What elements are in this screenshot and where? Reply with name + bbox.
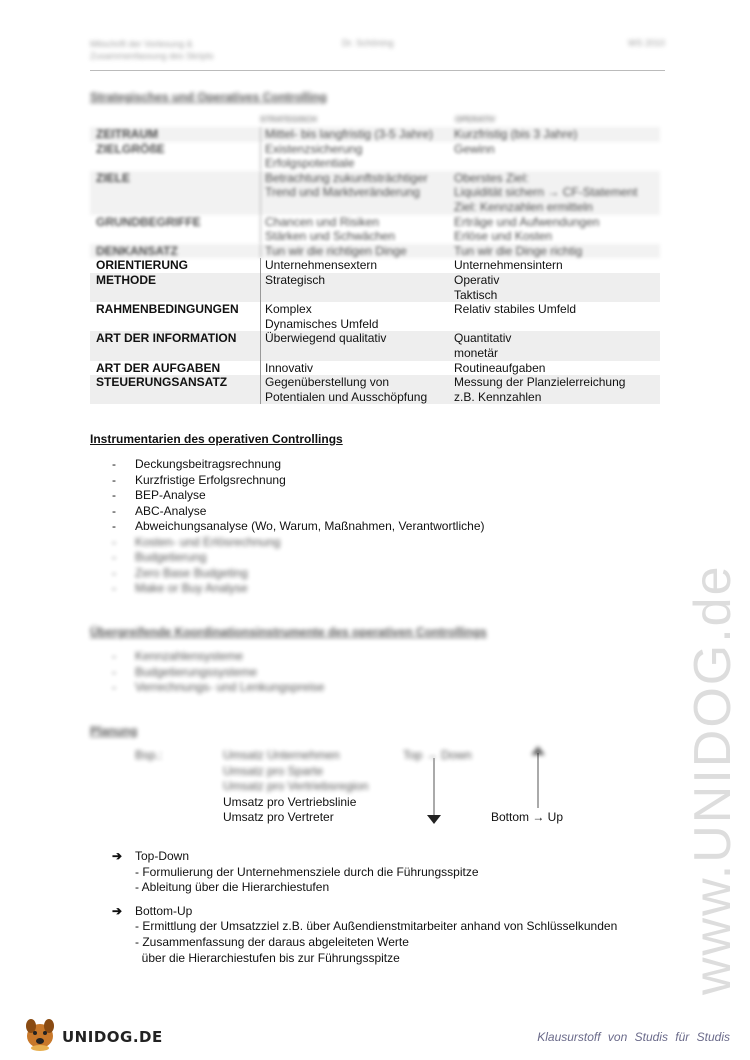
table-header	[90, 115, 660, 127]
cell-line: Erlöse und Kosten	[454, 229, 553, 244]
header-left-line1: Mitschrift der Vorlesung &	[90, 39, 193, 49]
table-row	[90, 361, 660, 376]
strategic-cell	[260, 244, 451, 259]
cell-line: Stärken und Schwächen	[265, 229, 396, 244]
col-header-operative: OPERATIV	[455, 115, 496, 124]
row-label: DENKANSATZ	[96, 243, 178, 258]
table-row	[90, 258, 660, 273]
cell-line: Ziel: Kennzahlen ermitteln	[454, 199, 593, 214]
section-title-controlling: Strategisches und Operatives Controlling	[90, 90, 327, 104]
cell-line: Kurzfristig (bis 3 Jahre)	[454, 127, 578, 141]
list-item: - Zero Base Budgeting	[112, 566, 484, 582]
down-arrow-icon	[427, 815, 441, 825]
planning-explanations	[112, 849, 617, 966]
planning-level: Umsatz pro Vertreter	[223, 810, 334, 825]
cell-line: Chancen und Risiken	[265, 214, 380, 229]
instrument-list	[112, 457, 484, 597]
logo-text: UNIDOG.DE	[62, 1028, 163, 1046]
header-center: Dr. Schöning	[342, 38, 394, 48]
row-label: METHODE	[96, 272, 156, 287]
up-arrow-icon	[531, 746, 545, 756]
list-item: - BEP-Analyse	[112, 488, 484, 504]
cell-line: Überwiegend qualitativ	[265, 331, 387, 346]
row-label: ZIELGRÖßE	[96, 141, 165, 156]
planning-level: Umsatz pro Vertriebsregion	[223, 779, 369, 794]
footer-slogan: Klausurstoff von Studis für Studis	[537, 1030, 730, 1044]
cell-line: Existenzsicherung	[265, 141, 363, 156]
explanation-block	[112, 904, 617, 966]
strategic-cell	[260, 127, 451, 142]
operative-cell	[454, 142, 659, 157]
cell-line: Liquidität sichern → CF-Statement	[454, 185, 638, 200]
planning-levels	[223, 748, 368, 826]
cell-line: Messung der Planzielerreichung	[454, 375, 626, 390]
example-label: Bsp.:	[135, 748, 163, 762]
strategic-cell	[260, 302, 451, 331]
table-row	[90, 215, 660, 244]
list-item: - Kennzahlensysteme	[112, 649, 324, 665]
planning-level: Umsatz pro Sparte	[223, 763, 324, 778]
cell-line: Tun wir die richtigen Dinge	[265, 243, 407, 258]
cell-line: Innovativ	[265, 360, 314, 375]
list-item: - Make or Buy Analyse	[112, 581, 484, 597]
cell-line: Erträge und Aufwendungen	[454, 214, 600, 229]
list-item: - Deckungsbeitragsrechnung	[112, 457, 484, 473]
strategic-cell	[260, 215, 451, 244]
cell-line: Routineaufgaben	[454, 360, 546, 375]
planning-level: Umsatz Unternehmen	[223, 748, 340, 762]
coordination-list	[112, 649, 324, 696]
table-row	[90, 127, 660, 142]
section-title-planning: Planung	[90, 724, 138, 738]
up-arrow-line	[537, 753, 539, 808]
operative-cell	[454, 273, 659, 302]
list-item: - Verrechnungs- und Lenkungspreise	[112, 680, 324, 696]
row-label: ZEITRAUM	[96, 127, 158, 141]
table-row	[90, 331, 660, 360]
explanation-line: - Ableitung über die Hierarchiestufen	[135, 880, 330, 895]
header-left	[90, 38, 214, 62]
down-arrow-line	[433, 758, 435, 820]
cell-line: Quantitativ	[454, 331, 512, 346]
list-item: - Kurzfristige Erfolgsrechnung	[112, 473, 484, 489]
cell-line: Trend und Marktveränderung	[265, 185, 420, 200]
cell-line: Potentialen und Ausschöpfung	[265, 389, 428, 404]
row-label: STEUERUNGSANSATZ	[96, 375, 228, 390]
operative-cell	[454, 215, 659, 244]
explanation-line: - Zusammenfassung der daraus abgeleiteten Werte	[135, 934, 409, 949]
explanation-line: über die Hierarchiestufen bis zur Führungsspitze	[135, 950, 400, 965]
row-label: ART DER AUFGABEN	[96, 360, 221, 375]
cell-line: Mittel- bis langfristig (3-5 Jahre)	[265, 127, 434, 141]
cell-line: monetär	[454, 345, 499, 360]
operative-cell	[454, 331, 659, 360]
cell-line: z.B. Kennzahlen	[454, 389, 542, 404]
operative-cell	[454, 258, 659, 273]
table-row	[90, 273, 660, 302]
strategic-cell	[260, 331, 451, 360]
row-label: ZIELE	[96, 170, 131, 185]
explanation-block	[112, 849, 617, 896]
table-row	[90, 142, 660, 171]
explanation-line: - Formulierung der Unternehmensziele durch die Führungsspitze	[135, 864, 479, 879]
operative-cell	[454, 244, 659, 259]
operative-cell	[454, 171, 659, 215]
explanation-line: - Ermittlung der Umsatzziel z.B. über Außendienstmitarbeiter anhand von Schlüsselkunden	[135, 919, 618, 934]
strategic-cell	[260, 142, 451, 171]
page-header	[90, 38, 665, 66]
row-label: ORIENTIERUNG	[96, 258, 189, 273]
cell-line: Erfolgspotentiale	[265, 156, 355, 171]
watermark: www.UNIDOG.de	[684, 564, 742, 995]
table-row	[90, 171, 660, 215]
row-label: RAHMENBEDINGUNGEN	[96, 302, 239, 317]
strategic-cell	[260, 171, 451, 215]
strategic-cell	[260, 375, 451, 404]
cell-line: Unternehmensintern	[454, 258, 563, 273]
operative-cell	[454, 361, 659, 376]
operative-cell	[454, 127, 659, 142]
cell-line: Operativ	[454, 272, 500, 287]
cell-line: Gegenüberstellung von	[265, 375, 390, 390]
cell-line: Betrachtung zukunftsträchtiger	[265, 170, 428, 185]
list-item: - Abweichungsanalyse (Wo, Warum, Maßnahmen, Verantwortliche)	[112, 519, 484, 535]
strategic-cell	[260, 273, 451, 302]
strategic-cell	[260, 258, 451, 273]
table-row	[90, 302, 660, 331]
unidog-logo	[20, 1014, 163, 1054]
cell-line: Komplex	[265, 302, 312, 317]
col-header-strategic: STRATEGISCH	[260, 115, 317, 124]
header-right: WS 2010	[627, 38, 665, 48]
list-item: - Budgetierungssysteme	[112, 665, 324, 681]
cell-line: Strategisch	[265, 272, 326, 287]
dog-icon	[20, 1014, 60, 1052]
strategic-cell	[260, 361, 451, 376]
cell-line: Taktisch	[454, 287, 498, 302]
explanation-head: ➔ Bottom-Up	[112, 904, 617, 920]
header-left-line2: Zusammenfassung des Skripts	[90, 51, 214, 61]
bottom-up-label: Bottom → Up	[491, 810, 564, 824]
cell-line: Gewinn	[454, 141, 495, 156]
planning-diagram	[90, 745, 650, 835]
planning-level: Umsatz pro Vertriebslinie	[223, 794, 357, 809]
explanation-head: ➔ Top-Down	[112, 849, 617, 865]
list-item: - ABC-Analyse	[112, 504, 484, 520]
list-item: - Budgetierung	[112, 550, 484, 566]
operative-cell	[454, 302, 659, 317]
cell-line: Unternehmensextern	[265, 258, 378, 273]
header-divider	[90, 70, 665, 71]
comparison-table	[90, 127, 660, 404]
cell-line: Dynamisches Umfeld	[265, 316, 379, 331]
operative-cell	[454, 375, 659, 404]
table-row	[90, 244, 660, 259]
table-row	[90, 375, 660, 404]
row-label: GRUNDBEGRIFFE	[96, 214, 201, 229]
section-title-instruments: Instrumentarien des operativen Controllings	[90, 432, 343, 446]
list-item: - Kosten- und Erlösrechnung	[112, 535, 484, 551]
section-title-coordination: Übergreifende Koordinationsinstrumente des operativen Controllings	[90, 625, 487, 639]
cell-line: Relativ stabiles Umfeld	[454, 302, 577, 317]
top-down-label: Top → Down	[403, 748, 472, 762]
row-label: ART DER INFORMATION	[96, 331, 237, 346]
cell-line: Oberstes Ziel:	[454, 170, 529, 185]
cell-line: Tun wir die Dinge richtig	[454, 243, 583, 258]
